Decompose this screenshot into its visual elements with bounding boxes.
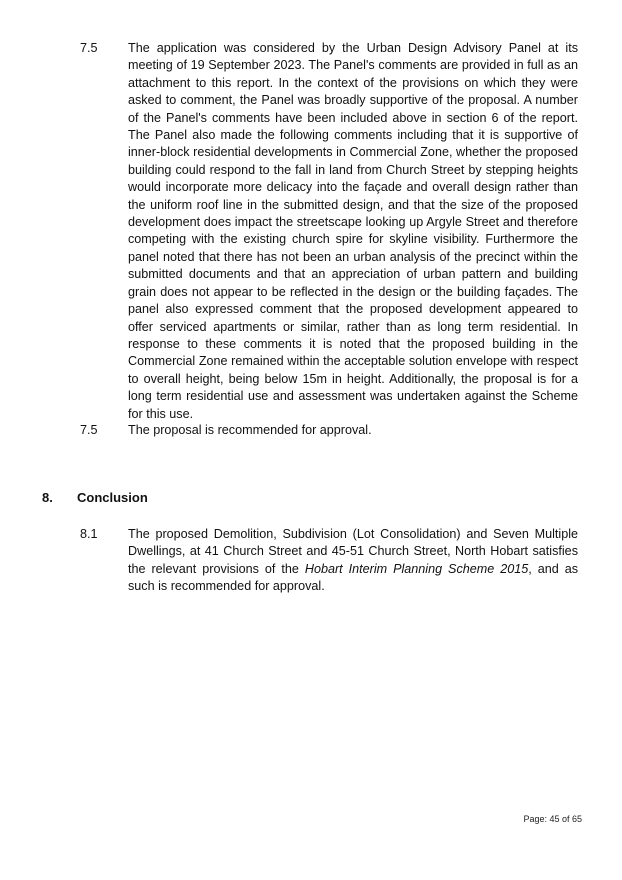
scheme-name: Hobart Interim Planning Scheme 2015 (304, 561, 529, 576)
paragraph-number: 7.5 (80, 41, 98, 55)
conclusion-text-end: , and as such is recommended for approval. (128, 561, 578, 594)
paragraph-number: 8.1 (80, 527, 98, 541)
paragraph-text: The proposal is recommended for approval. (128, 423, 372, 437)
conclusion-text-start: The proposed Demolition, Subdivision (Lot Consolidation) and Seven Multiple Dwellings, at 41 Church Street and 45-51 Church Street, North Hobart satisfies the relevant provisions of the (128, 527, 578, 576)
paragraph-text: The application was considered by the Urban Design Advisory Panel at its meeting of 19 September 2023. The Panel's comments are provided in full as an attachment to this report. In the context of the provisions on which they were asked to comment, the Panel was broadly supportive of the proposal. A number of the Panel's comments have been included above in section 6 of the report. The Panel also made the following comments including that it is supportive of inner-block residential developments in Commercial Zone, whether the proposed building could respond to the fall in land from Church Street by stepping heights would incorporate more delicacy into the façade and overall design rather than the uniform roof line in the submitted design, and that the size of the proposed development does impact the streetscape looking up Argyle Street and therefore competing with the existing church spire for skyline visibility. Furthermore the panel noted that there has not been an urban analysis of the precinct within the submitted documents and that an appreciation of urban pattern and building grain does not appear to be reflected in the design or the building façades. The panel also expressed comment that the proposed development appeared to offer serviced apartments or similar, rather than as long term residential. In response to these comments it is noted that the proposed building in the Commercial Zone remained within the acceptable solution envelope with respect to overall height, being below 15m in height. Additionally, the proposal is for a long term residential use and assessment was undertaken against the Scheme for this use. (128, 41, 578, 421)
paragraph-number: 7.5 (80, 423, 98, 437)
page-number: Page: 45 of 65 (523, 814, 582, 824)
paragraph-text (128, 526, 578, 596)
section-title: Conclusion (77, 490, 148, 505)
section-number: 8. (42, 490, 53, 505)
